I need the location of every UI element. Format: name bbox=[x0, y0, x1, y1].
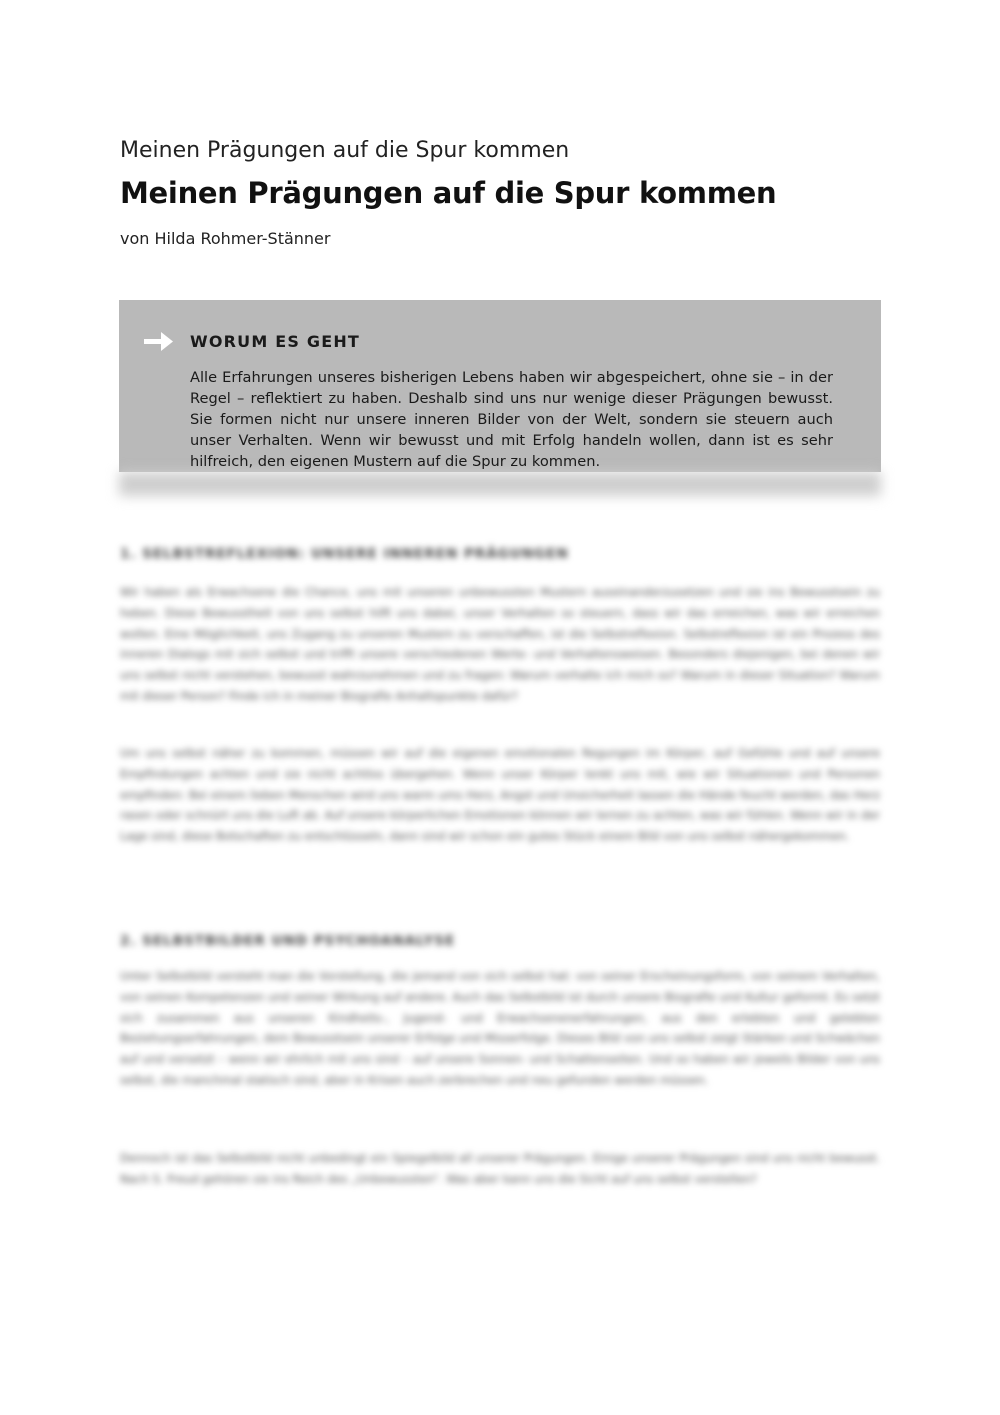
arrow-right-icon bbox=[144, 331, 174, 353]
summary-box-shadow bbox=[119, 472, 881, 496]
section-1-heading: 1. SELBSTREFLEXION: UNSERE INNEREN PRÄGUNGEN bbox=[120, 546, 569, 562]
document-title: Meinen Prägungen auf die Spur kommen bbox=[120, 176, 777, 210]
section-1-paragraph-2: Um uns selbst näher zu kommen, müssen wir auf die eigenen emotionalen Regungen im Körper, auf Gefühle und auf unsere Empfindungen achten und sie nicht achtlos übergehen. Wenn unser Körper lenkt uns mit, wie wir Situationen und Personen empfinden: Bei einem lieben Menschen wird uns warm ums Herz, Angst und Unsicherheit lassen die Hände feucht werden, das Herz rasen oder schnürt uns die Luft ab. Auf unsere körperlichen Emotionen können wir lernen zu achten, was wir fühlen. Wenn wir in der Lage sind, diese Botschaften zu entschlüsseln, dann sind wir schon ein gutes Stück einem Bild von uns selbst nähergekommen. bbox=[120, 746, 880, 844]
document-author: von Hilda Rohmer-Stänner bbox=[120, 229, 331, 248]
summary-heading: WORUM ES GEHT bbox=[190, 332, 361, 351]
section-1-paragraph-1: Wir haben als Erwachsene die Chance, uns mit unseren unbewussten Mustern auseinanderzusetzen und sie ins Bewusstsein zu heben. Diese Bewusstheit von uns selbst hilft uns dabei, unser Verhalten so steuern, dass wir das erreichen, was wir erreichen wollen. Eine Möglichkeit, uns Zugang zu unseren Mustern zu verschaffen, ist die Selbstreflexion. Selbstreflexion ist ein Prozess des inneren Dialogs mit sich selbst und trifft unsere verschiedenen Werte- und Verhaltensweisen. Besonders diejenigen, bei denen wir uns selbst nicht verstehen, bewusst wahrzunehmen und zu fragen: Warum verhalte ich mich so? Warum in dieser Situation? Warum mit dieser Person? Finde ich in meiner Biografie Anhaltspunkte dafür? bbox=[120, 585, 880, 703]
section-2-heading: 2. SELBSTBILDER UND PSYCHOANALYSE bbox=[120, 933, 456, 949]
document-kicker: Meinen Prägungen auf die Spur kommen bbox=[120, 138, 570, 163]
section-2-paragraph-1: Unter Selbstbild versteht man die Vorstellung, die jemand von sich selbst hat: von seiner Erscheinungsform, von seinem Verhalten, von seinen Kompetenzen und seiner Wirkung auf andere. Auch das Selbstbild ist durch unsere Biografie und Kultur geformt. Es setzt sich zusammen aus unseren Kindheits-, Jugend- und Erwachsenenerfahrungen, aus den erlebten und gelebten Beziehungserfahrungen, dem Bewusstsein unserer Erfolge und Misserfolge. Dieses Bild von uns selbst zeigt Stärken und Schwächen auf und versetzt – wenn wir ehrlich mit uns sind – auf unsere Sonnen- und Schattenseiten. Und so haben wir jeweils Bilder von uns selbst, die manchmal statisch sind, aber in Krisen auch zerbrechen und neu gefunden werden müssen. bbox=[120, 969, 880, 1087]
summary-text: Alle Erfahrungen unseres bisherigen Lebens haben wir abgespeichert, ohne sie – in der Regel – reflektiert zu haben. Deshalb sind uns nur wenige dieser Prägungen bewusst. Sie formen nicht nur unsere inneren Bilder von der Welt, sondern sie steuern auch unser Verhalten. Wenn wir bewusst und mit Erfolg handeln wollen, dann ist es sehr hilfreich, den eigenen Mustern auf die Spur zu kommen. bbox=[190, 369, 833, 470]
section-2-paragraph-2: Dennoch ist das Selbstbild nicht unbedingt ein Spiegelbild all unserer Prägungen. Einige unserer Prägungen sind uns nicht bewusst. Nach S. Freud gehören sie ins Reich des „Unbewussten“. Was aber kann uns die Sicht auf uns selbst verstellen? bbox=[120, 1151, 880, 1186]
